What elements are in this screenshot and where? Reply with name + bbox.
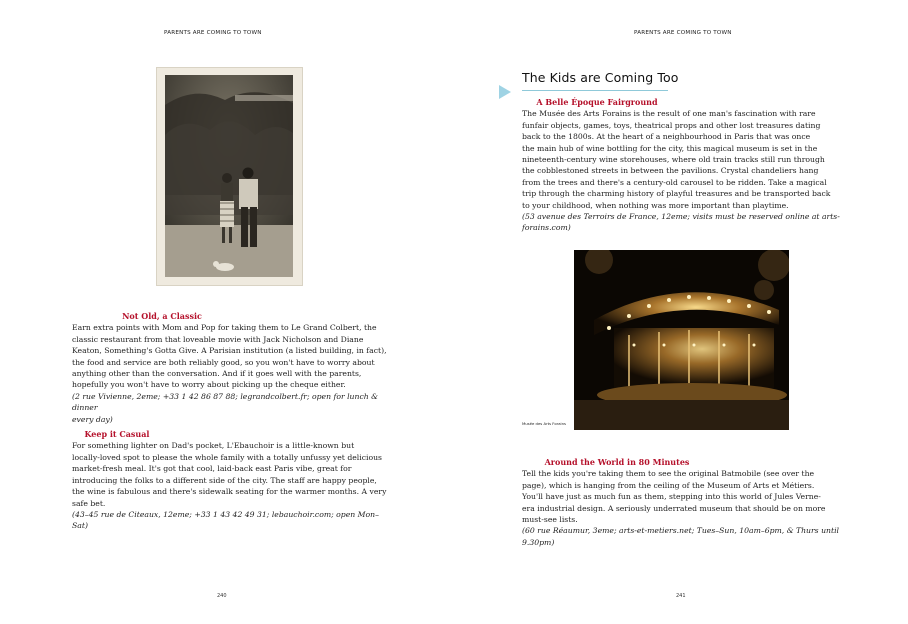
arrow-marker-icon [499, 85, 511, 99]
body-line: Tell the kids you're taking them to see the original Batmobile (see over the [522, 469, 815, 479]
running-header: PARENTS ARE COMING TO TOWN [634, 30, 732, 36]
address-note: (60 rue Réaumur, 3eme; arts-et-metiers.net; Tues–Sun, 10am–6pm, & Thurs until [522, 526, 839, 536]
photo-image [165, 75, 293, 277]
body-line: the main hub of wine bottling for the city, this magical museum is set in the [522, 143, 818, 153]
body-line: must-see lists. [522, 515, 578, 525]
body-line: Earn extra points with Mom and Pop for taking them to Le Grand Colbert, the [72, 323, 377, 333]
address-note: 9.30pm) [522, 537, 555, 547]
page-title: The Kids are Coming Too [522, 70, 679, 85]
right-page [454, 0, 908, 624]
body-line: era industrial design. A seriously underrated museum that should be on more [522, 503, 826, 513]
photo-credit: Musée des Arts Forains [522, 421, 567, 426]
left-body [72, 311, 392, 532]
right-body-top [522, 97, 842, 234]
section-heading: A Belle Époque Fairground [536, 97, 658, 107]
body-line: to your childhood, when nothing was more important than playtime. [522, 200, 789, 210]
body-line: market-fresh meal. It's got that cool, laid-back east Paris vibe, great for [72, 464, 352, 474]
body-line: hopefully you won't have to worry about picking up the cheque either. [72, 380, 346, 390]
title-block [522, 70, 679, 91]
body-line: You'll have just as much fun as them, stepping into this world of Jules Verne- [522, 492, 821, 502]
body-line: from the trees and there's a century-old carousel to be ridden. Take a magical [522, 177, 827, 187]
body-line: For something lighter on Dad's pocket, L'Ebauchoir is a little-known but [72, 441, 355, 451]
body-line: the wine is fabulous and there's sidewalk seating for the warmer months. A very [72, 487, 387, 497]
running-header: PARENTS ARE COMING TO TOWN [164, 30, 262, 36]
body-line: locally-loved spot to please the whole family with a totally unfussy yet delicious [72, 452, 383, 462]
body-line: introducing the folks to a different side of the city. The staff are happy people, [72, 475, 377, 485]
section-heading: Not Old, a Classic [122, 311, 202, 321]
body-line: anything other than the conversation. And if it goes well with the parents, [72, 369, 362, 379]
page-number: 240 [217, 593, 227, 599]
title-underline [522, 90, 668, 91]
body-line: nineteenth-century wine storehouses, where old train tracks still run through [522, 155, 825, 165]
section-heading: Keep it Casual [84, 429, 150, 440]
body-line: classic restaurant from that loveable movie with Jack Nicholson and Diane [72, 334, 364, 344]
address-note: forains.com) [522, 223, 571, 233]
body-line: trip through the charming history of playful treasures and be transported back [522, 189, 831, 199]
body-line: back to the 1800s. At the heart of a neighbourhood in Paris that was once [522, 132, 811, 142]
carousel-photo [574, 250, 789, 430]
body-line: safe bet. [72, 498, 106, 508]
section-heading: Around the World in 80 Minutes [544, 457, 690, 467]
body-line: the food and service are both reliably good, so you won't have to worry about [72, 357, 375, 367]
address-note: every day) [72, 414, 113, 424]
body-line: the cobblestoned streets in between the pavilions. Crystal chandeliers hang [522, 166, 819, 176]
address-note: (43–45 rue de Citeaux, 12eme; +33 1 43 42 49 31; lebauchoir.com; open Mon–Sat) [72, 509, 379, 531]
address-note: (53 avenue des Terroirs de France, 12eme; visits must be reserved online at arts- [522, 212, 840, 222]
body-line: Keaton, Something's Gotta Give. A Parisian institution (a listed building, in fact), [72, 346, 387, 356]
page-number: 241 [676, 593, 686, 599]
carousel-image [574, 250, 789, 430]
vintage-couple-photo [156, 67, 303, 286]
body-line: The Musée des Arts Forains is the result of one man's fascination with rare [522, 109, 816, 119]
body-line: funfair objects, games, toys, theatrical props and other lost treasures dating [522, 120, 821, 130]
right-body-bottom [522, 457, 842, 548]
body-line: page), which is hanging from the ceiling of the Museum of Arts et Métiers. [522, 480, 815, 490]
address-note: (2 rue Vivienne, 2eme; +33 1 42 86 87 88; legrandcolbert.fr; open for lunch & dinner [72, 391, 378, 413]
